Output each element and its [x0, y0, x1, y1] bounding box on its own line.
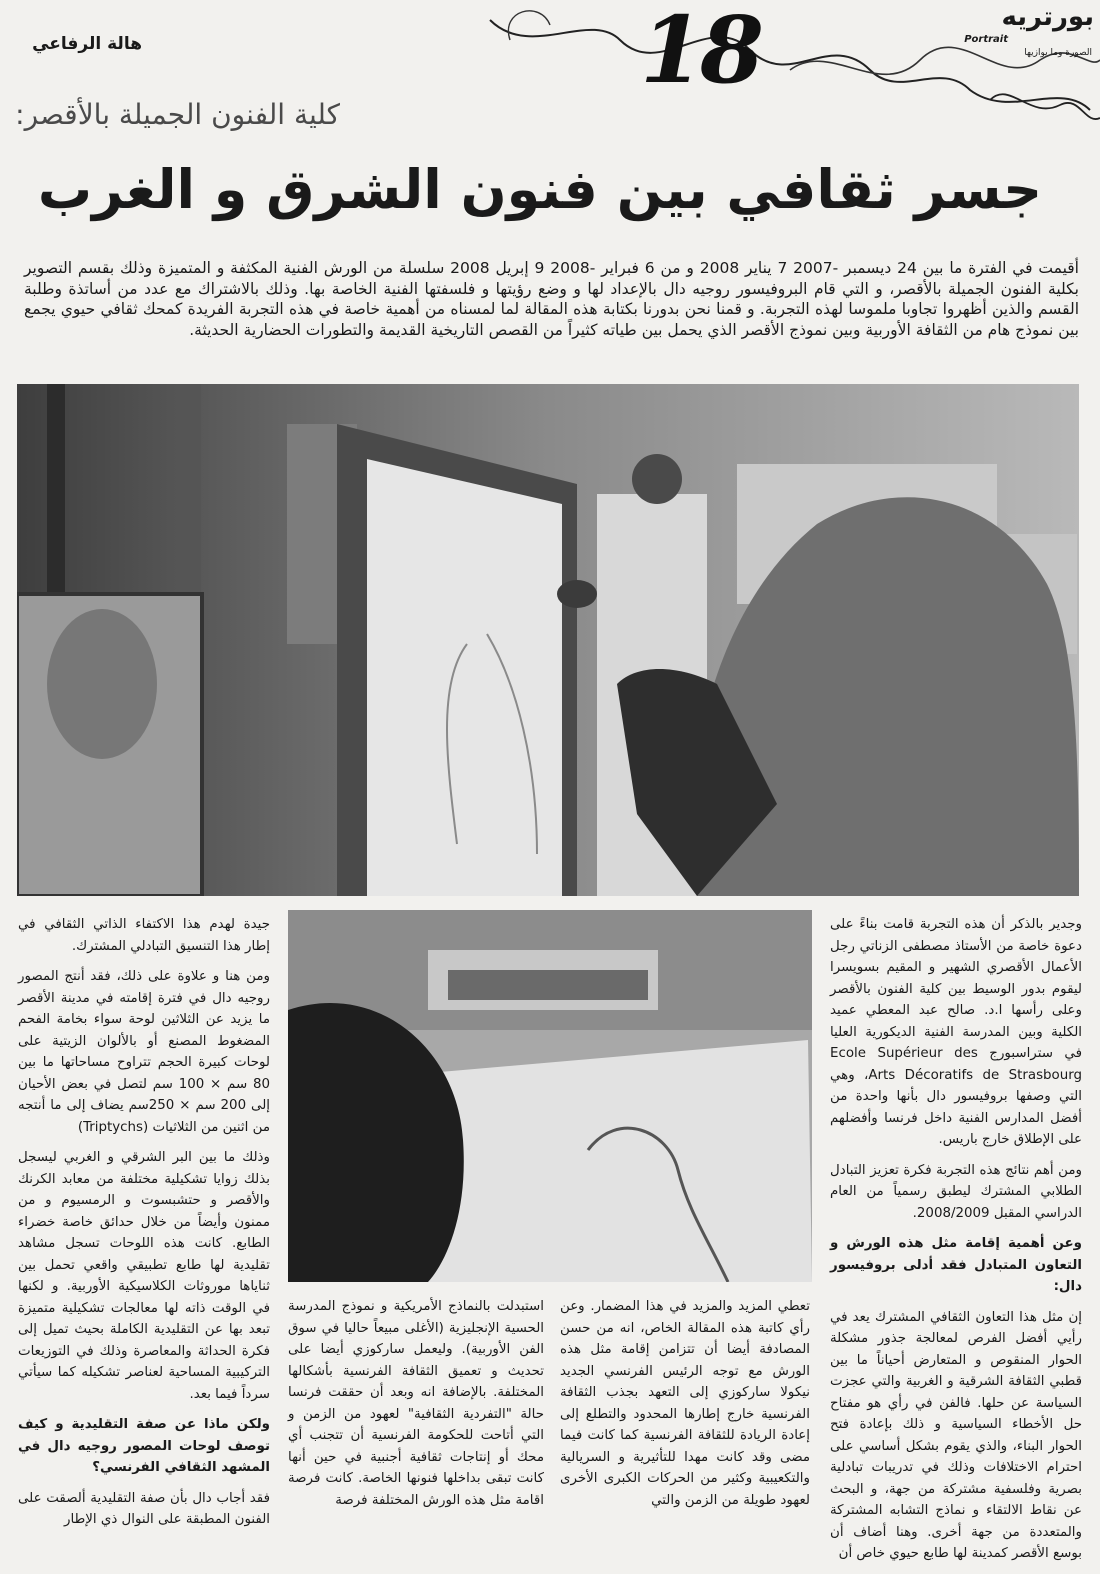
interview-question: وعن أهمية إقامة مثل هذه الورش و التعاون المتبادل فقد أدلى بروفيسور دال: [830, 1236, 1082, 1294]
paragraph: استبدلت بالنماذج الأمريكية و نموذج المدرسة الحسية الإنجليزية (الأغلى مبيعاً حاليا في سوق الفن الأوربية). وليعمل ساركوزي أيضا على تحديث و تعميق الثقافة الفرنسية بأشكالها المختلفة. بالإضافة انه وبعد أن حققت فرنسا حالة "التفردية الثقافية" لعهود من الزمن و التي أتاحت للحكومة الفرنسية أن تتجنب أي محك أو إنتاجات ثقافية أجنبية في حين أنها كانت تبقى بداخلها فنونها الخاصة. كانت فرصة اقامة مثل هذه الورش المختلفة فرصة [288, 1299, 544, 1508]
magazine-logo [950, 0, 1100, 70]
logo-latin: Portrait [964, 34, 1008, 45]
paragraph: إن مثل هذا التعاون الثقافي المشترك يعد في رأيي أفضل الفرص لمعالجة جذور مشكلة الحوار المنقوص و المتعارض أحياناً ما بين قطبي الثقافة الشرقية و الغربية والتي عجزت السياسة عن حلها. فالفن في رأي هو مفتاح حل الأخطاء السياسية و ذلك بإعادة فتح الحوار البناء، والذي يقوم بشكل أساسي على احترام الاختلافات وذلك في تدريبات تبادلية بصرية وفلسفية مشتركة من جهة، و البحث عن نقاط الالتقاء و نماذج التشابه المشتركة والمتعددة من جهة أخرى. وهنا أضاف أن بوسع الأقصر كمدينة لها طابع حيوي خاص أن [830, 1309, 1082, 1561]
inset-photo-drawing [288, 910, 812, 1282]
logo-text: بورتريه [1001, 2, 1094, 32]
paragraph: تعطي المزيد والمزيد في هذا المضمار. وعن رأي كاتبة هذه المقالة الخاص، انه من حسن المصادفة أيضا أن تتزامن إقامة مثل هذه الورش مع توجه الرئيس الفرنسي الجديد نيكولا ساركوزي إلى التعهد بجذب الثقافة الفرنسية خارج إطارها المحدود والتطلع إلى إعادة الريادة للثقافة الفرنسية كما كانت فيما مضى وقد كانت مهدا للتأثيرية و السريالية والتكعيبية وكثير من الحركات الكبرى الأخرى لعهود طويلة من الزمن والتي [560, 1299, 810, 1508]
column-middle-left [288, 1296, 544, 1520]
interview-question: ولكن ماذا عن صفة التقليدية و كيف توصف لوحات المصور روجيه دال في المشهد الثقافي الفرنسي؟ [18, 1417, 270, 1475]
paragraph: ومن أهم نتائج هذه التجربة فكرة تعزيز التبادل الطلابي المشترك ليطبق رسمياً من العام الدراسي المقبل 2008/2009. [830, 1162, 1082, 1221]
column-left [18, 914, 270, 1540]
paragraph: فقد أجاب دال بأن صفة التقليدية ألصقت على الفنون المطبقة على النوال ذي الإطار [18, 1490, 270, 1527]
article-kicker: كلية الفنون الجميلة بالأقصر: [15, 98, 340, 131]
page-number: 18 [640, 0, 761, 104]
article-lede: أقيمت في الفترة ما بين 24 ديسمبر -2007 7 يناير 2008 و من 6 فبراير -2008 9 إبريل 2008 سلسلة من الورش الفنية المكثفة و المتميزة وذلك بقسم التصوير بكلية الفنون الجميلة بالأقصر، و التي قام البروفيسور روجيه دال بالإعداد لها و وضع رؤيتها و فلسفتها الفنية الخاصة بها. وذلك بالاشتراك مع عدد من أساتذة وطلبة القسم والذين أظهروا تجاوبا ملموسا لهذه التجربة. و قمنا نحن بدورنا بكتابة هذه المقالة لما لمسناه من أهمية خاصة في هذه التجربة الفريدة كمحك ثقافي حيوي يجمع بين نموذج هام من الثقافة الأوربية وبين نموذج الأقصر الذي يحمل بين طياته كثيراً من القصص التاريخية القديمة والتطورات الحضارية الحديثة. [24, 259, 1079, 339]
column-right [830, 914, 1082, 1574]
paragraph: وذلك ما بين البر الشرقي و الغربي ليسجل بذلك زوايا تشكيلية مختلفة من معابد الكرنك والأقصر و حتشبسوت و الرمسيوم و من ممنون وأيضاً من خلال حدائق خاصة خضراء الطابع. كانت هذه اللوحات تسجل مشاهد تقليدية لها طابع تطبيقي واقعي تحمل بين ثناياها موروثات الكلاسيكية الأوربية. و لكنها في الوقت ذاته لها معالجات تشكيلية متميزة تبعد بها عن التقليدية الكاملة بحيث تميل إلى فكرة الحداثة والمعاصرة وذلك في التوزيعات التركيبية المساحية لعناصر تشكيله كما سيأتي سرداً فيما بعد. [18, 1150, 270, 1402]
logo-tagline: الصورة وما يوازيها [1024, 48, 1092, 58]
column-middle-right [560, 1296, 810, 1520]
paragraph: وجدير بالذكر أن هذه التجربة قامت بناءً على دعوة خاصة من الأستاذ مصطفى الزناتي رجل الأعمال الأقصري الشهير و المقيم بسويسرا ليقوم بدور الوسيط بين كلية الفنون بالأقصر وعلى رأسها ا.د. صالح عبد المعطي عميد الكلية وبين المدرسة الفنية الديكورية العليا في ستراسبورج Ecole Supérieur des Arts Décoratifs de Strasbourg، وهي التي وصفها بروفيسور دال بأنها واحدة من أفضل المدارس الفنية داخل فرنسا وأفضلهم على الإطلاق خارج باريس. [830, 917, 1082, 1147]
main-photo-studio [17, 384, 1079, 896]
paragraph: ومن هنا و علاوة على ذلك، فقد أنتج المصور روجيه دال في فترة إقامته في مدينة الأقصر ما يزيد عن الثلاثين لوحة سواء بخامة الفحم المضغوط المصنع أو بالألوان الزيتية على لوحات كبيرة الحجم تتراوح مساحاتها ما بين 80 سم × 100 سم لتصل في بعض الأحيان إلى 200 سم × 250سم يضاف إلى ما أنتجه من اثنين من الثلاثيات (Triptychs) [18, 969, 271, 1135]
paragraph: جيدة لهدم هذا الاكتفاء الذاتي الثقافي في إطار هذا التنسيق التبادلي المشترك. [18, 917, 270, 954]
article-headline: جسر ثقافي بين فنون الشرق و الغرب [37, 158, 1043, 221]
author-byline: هالة الرفاعي [32, 34, 142, 54]
